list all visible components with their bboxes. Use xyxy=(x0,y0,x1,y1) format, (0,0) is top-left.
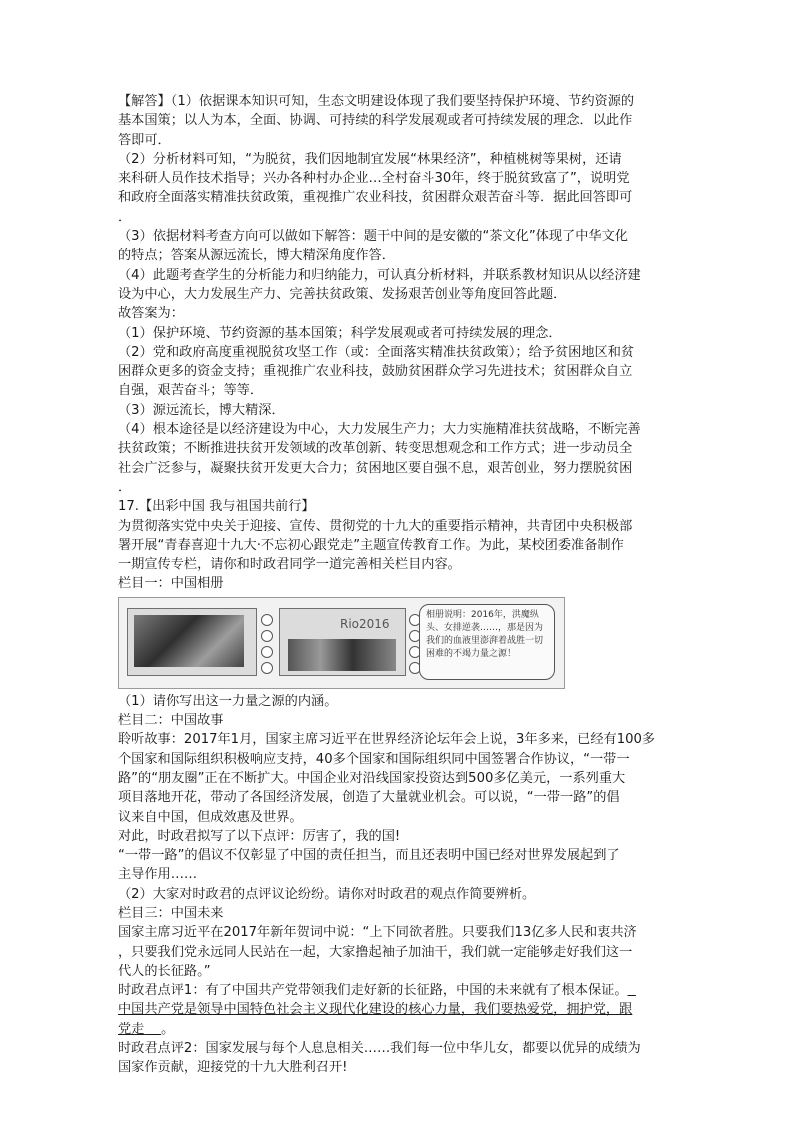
story-line: 项目落地开花，带动了各国经济发展，创造了大量就业机会。可以说，“一带一路”的倡 xyxy=(118,790,620,806)
photo-album xyxy=(118,597,565,689)
answer-line: 扶贫政策；不断推进扶贫开发领域的改革创新、转变思想观念和工作方式；进一步动员全 xyxy=(118,441,633,457)
answer-line: 故答案为： xyxy=(118,306,184,322)
answer-line: 来科研人员作技术指导；兴办各种村办企业…全村奋斗30年，终于脱贫致富了”，说明党 xyxy=(118,171,630,187)
review1-text: 时政君点评1：有了中国共产党带领我们走好新的长征路，中国的未来就有了根本保证。 xyxy=(118,983,628,999)
review-answer-line: 中国共产党是领导中国特色社会主义现代化建设的核心力量，我们要热爱党，拥护党，跟 xyxy=(118,1002,633,1018)
question-item: （2）大家对时政君的点评议论纷纷。请你对时政君的观点作简要辨析。 xyxy=(118,886,536,902)
answer-line: （4）根本途径是以经济建设为中心，大力发展生产力；大力实施精准扶贫战略，不断完善 xyxy=(118,422,641,438)
review-line: 时政君点评2：国家发展与每个人息息相关……我们每一位中华儿女，都要以优异的成绩为 xyxy=(118,1041,641,1057)
future-line: 国家主席习近平在2017年新年贺词中说：“上下同欲者胜。只要我们13亿多人民和衷共济 xyxy=(118,925,637,941)
question-title: 17.【出彩中国 我与祖国共前行】 xyxy=(118,499,315,515)
column-title: 栏目一：中国相册 xyxy=(118,576,224,592)
future-line: ，只要我们党永远同人民站在一起，大家撸起袖子加油干，我们就一定能够走好我们这一 xyxy=(118,944,633,960)
answer-line: 答即可． xyxy=(118,132,171,148)
answer-line: 社会广泛参与，凝聚扶贫开发更大合力；贫困地区要自强不息，艰苦创业，努力摆脱贫困 xyxy=(118,460,633,476)
question-intro: 一期宣传专栏，请你和时政君同学一道完善相关栏目内容。 xyxy=(118,557,461,573)
answer-line: 基本国策；以人为本，全面、协调、可持续的科学发展观或者可持续发展的理念．以此作 xyxy=(118,113,633,129)
future-line: 代人的长征路。” xyxy=(118,963,211,979)
comment-line: 对此，时政君拟写了以下点评：厉害了，我的国! xyxy=(118,828,401,844)
album-caption: 相册说明：2016年，洪魔纵头、女排逆袭……，那是因为我们的血液里澎湃着战胜一切困难的不竭力量之源！ xyxy=(419,604,555,680)
rio-logo: Rio2016 xyxy=(340,616,390,631)
answer-line: ． xyxy=(118,479,132,495)
answer-line: （2）党和政府高度重视脱贫攻坚工作（或：全面落实精准扶贫政策）；给予贫困地区和贫 xyxy=(118,344,635,360)
answer-line: （2）分析材料可知，“为脱贫，我们因地制宜发展“林果经济”，种植桃树等果树，还请 xyxy=(118,151,622,167)
photo-flood xyxy=(127,608,257,676)
question-intro: 为贯彻落实党中央关于迎接、宣传、贯彻党的十九大的重要指示精神，共青团中央积极部 xyxy=(118,518,633,534)
answer-blank xyxy=(144,1022,161,1037)
question-item: （1）请你写出这一力量之源的内涵。 xyxy=(118,693,338,709)
comment-line: “一带一路”的倡议不仅彰显了中国的责任担当，而且还表明中国已经对世界发展起到了 xyxy=(118,848,620,864)
photo-volleyball xyxy=(279,608,406,676)
review-line: 国家作贡献，迎接党的十九大胜利召开! xyxy=(118,1060,348,1076)
photo-texture xyxy=(134,615,244,667)
comment-line: 主导作用…… xyxy=(118,867,198,883)
answer-blank xyxy=(628,983,636,998)
story-line: 议来自中国，但成效惠及世界。 xyxy=(118,809,303,825)
story-line: 个国家和国际组织积极响应支持，40多个国家和国际组织同中国签署合作协议，“一带一 xyxy=(118,751,630,767)
binding-holes xyxy=(259,614,273,672)
question-intro: 署开展“青春喜迎十九大·不忘初心跟党走”主题宣传教育工作。为此，某校团委准备制作 xyxy=(118,537,624,553)
answer-line: （3）源远流长，博大精深． xyxy=(118,402,285,418)
story-line: 路”的“朋友圈”正在不断扩大。中国企业对沿线国家投资达到500多亿美元，一系列重大 xyxy=(118,770,626,786)
period: 。 xyxy=(161,1021,175,1037)
column-title: 栏目二：中国故事 xyxy=(118,713,224,729)
story-line: 聆听故事：2017年1月，国家主席习近平在世界经济论坛年会上说，3年多来，已经有100多 xyxy=(118,732,656,748)
review-answer-end: 党走 xyxy=(118,1021,145,1037)
review-line xyxy=(118,981,678,1000)
answer-line: 设为中心，大力发展生产力、完善扶贫政策、发扬艰苦创业等角度回答此题． xyxy=(118,286,567,302)
answer-line: 困群众更多的资金支持；重视推广农业科技，鼓励贫困群众学习先进技术；贫困群众自立 xyxy=(118,364,633,380)
answer-line: （4）此题考查学生的分析能力和归纳能力，可认真分析材料，并联系教材知识从以经济建 xyxy=(118,267,641,283)
photo-texture xyxy=(288,639,396,671)
answer-line: ． xyxy=(118,209,132,225)
answer-line: 和政府全面落实精准扶贫政策，重视推广农业科技，贫困群众艰苦奋斗等．据此回答即可 xyxy=(118,190,633,206)
review-answer-line xyxy=(118,1020,678,1039)
answer-line: （3）依据材料考查方向可以做如下解答：题干中间的是安徽的“茶文化”体现了中华文化 xyxy=(118,229,628,245)
document-page xyxy=(118,92,678,1078)
answer-line: 自强，艰苦奋斗；等等． xyxy=(118,383,264,399)
answer-line: （1）保护环境、节约资源的基本国策；科学发展观或者可持续发展的理念． xyxy=(118,325,562,341)
answer-line: 的特点；答案从源远流长，博大精深角度作答． xyxy=(118,248,395,264)
answer-line: 【解答】（1）依据课本知识可知，生态文明建设体现了我们要坚持保护环境、节约资源的 xyxy=(118,94,635,109)
column-title: 栏目三：中国未来 xyxy=(118,905,224,921)
